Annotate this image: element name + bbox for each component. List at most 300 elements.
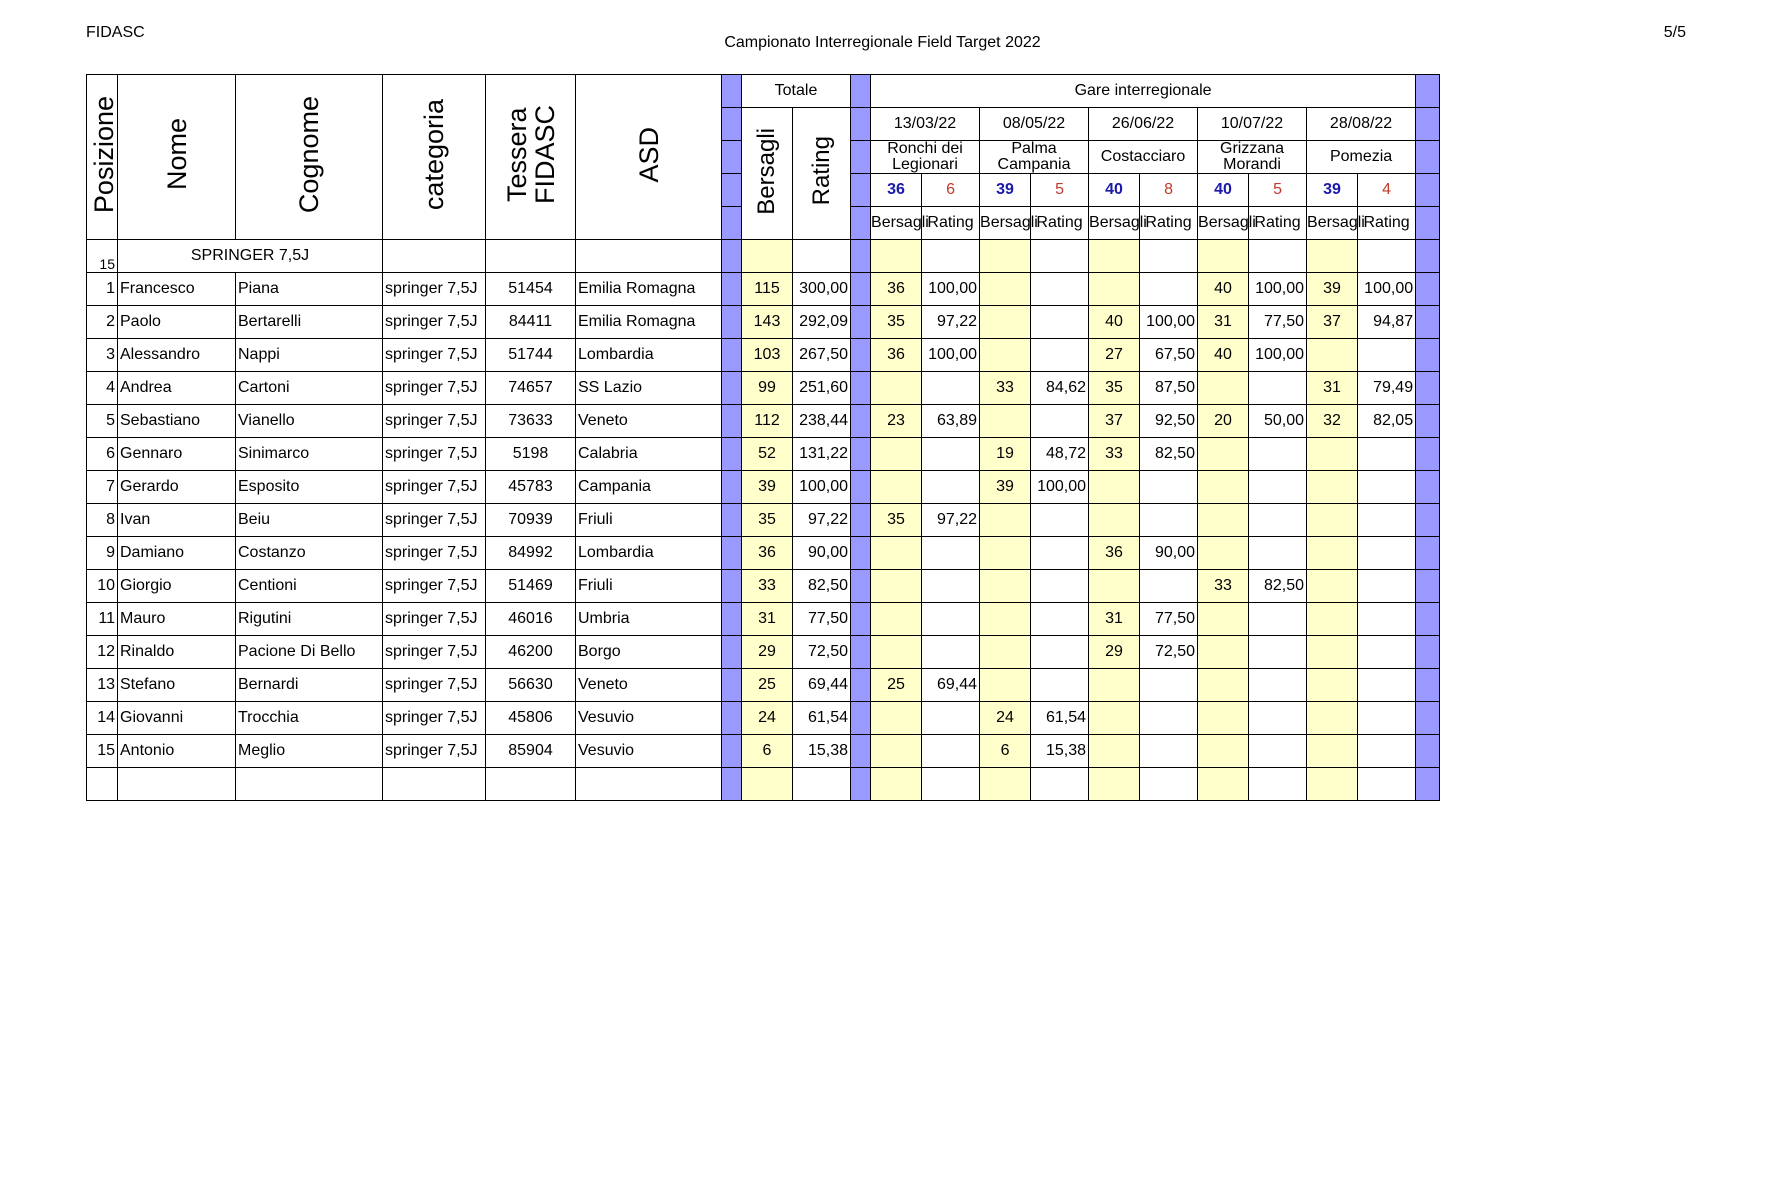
race-targets-cell — [1307, 570, 1358, 603]
category-cell: springer 7,5J — [383, 669, 486, 702]
race-rating-cell — [1249, 438, 1307, 471]
race-rating-cell: 61,54 — [1031, 702, 1089, 735]
separator-cell — [722, 537, 742, 570]
race-targets-cell — [871, 438, 922, 471]
race-targets-cell: 35 — [871, 306, 922, 339]
empty-cell — [1307, 240, 1358, 273]
race-targets-cell: 37 — [1089, 405, 1140, 438]
last-name-cell: Trocchia — [236, 702, 383, 735]
sub-bersagli-label: Bersagli — [1307, 207, 1358, 240]
category-cell: springer 7,5J — [383, 438, 486, 471]
category-cell: springer 7,5J — [383, 570, 486, 603]
empty-cell — [486, 768, 576, 801]
separator-cell — [1416, 669, 1440, 702]
separator-cell — [722, 207, 742, 240]
card-number-cell: 74657 — [486, 372, 576, 405]
card-number-cell: 51469 — [486, 570, 576, 603]
race-rating-cell: 100,00 — [922, 339, 980, 372]
total-rating-cell: 61,54 — [793, 702, 851, 735]
total-targets-cell: 52 — [742, 438, 793, 471]
separator-cell — [851, 768, 871, 801]
total-rating-cell: 238,44 — [793, 405, 851, 438]
race-targets-cell — [1307, 636, 1358, 669]
race-targets-cell: 32 — [1307, 405, 1358, 438]
race-rating-cell — [922, 537, 980, 570]
race-targets-cell — [1198, 603, 1249, 636]
race-rating-cell: 15,38 — [1031, 735, 1089, 768]
race-targets-cell: 35 — [871, 504, 922, 537]
last-name-cell: Bertarelli — [236, 306, 383, 339]
race-targets: 39 — [1307, 174, 1358, 207]
race-rating-cell — [1249, 669, 1307, 702]
separator-cell — [722, 768, 742, 801]
race-rating-cell: 90,00 — [1140, 537, 1198, 570]
table-row — [87, 636, 1440, 669]
separator-cell — [722, 504, 742, 537]
race-targets-cell — [1307, 339, 1358, 372]
race-targets-cell: 36 — [1089, 537, 1140, 570]
race-targets-cell: 31 — [1089, 603, 1140, 636]
table-row — [87, 372, 1440, 405]
card-number-cell: 84411 — [486, 306, 576, 339]
race-targets: 40 — [1198, 174, 1249, 207]
race-place: Grizzana Morandi — [1198, 141, 1307, 174]
race-targets-cell — [871, 537, 922, 570]
position-cell: 13 — [87, 669, 118, 702]
separator-cell — [1416, 108, 1440, 141]
position-cell: 14 — [87, 702, 118, 735]
race-rating-cell — [1031, 273, 1089, 306]
race-rating-cell — [922, 603, 980, 636]
separator-cell — [722, 174, 742, 207]
race-date: 26/06/22 — [1089, 108, 1198, 141]
empty-cell — [1089, 240, 1140, 273]
separator-cell — [851, 537, 871, 570]
last-name-cell: Esposito — [236, 471, 383, 504]
separator-cell — [1416, 702, 1440, 735]
empty-cell — [383, 768, 486, 801]
separator-cell — [851, 405, 871, 438]
race-targets-cell: 37 — [1307, 306, 1358, 339]
separator-cell — [1416, 306, 1440, 339]
race-shooters: 4 — [1358, 174, 1416, 207]
empty-cell — [980, 768, 1031, 801]
separator-cell — [722, 405, 742, 438]
table-row — [87, 405, 1440, 438]
total-rating-cell: 69,44 — [793, 669, 851, 702]
table-row — [87, 768, 1440, 801]
separator-cell — [1416, 471, 1440, 504]
table-row — [87, 570, 1440, 603]
race-shooters: 5 — [1031, 174, 1089, 207]
separator-cell — [851, 471, 871, 504]
table-row — [87, 438, 1440, 471]
race-targets-cell: 40 — [1089, 306, 1140, 339]
race-rating-cell — [1249, 636, 1307, 669]
empty-cell — [1358, 768, 1416, 801]
race-targets-cell: 40 — [1198, 339, 1249, 372]
race-rating-cell — [922, 438, 980, 471]
sub-bersagli-label: Bersagli — [871, 207, 922, 240]
category-cell: springer 7,5J — [383, 636, 486, 669]
separator-cell — [1416, 438, 1440, 471]
separator-cell — [1416, 174, 1440, 207]
separator-cell — [851, 207, 871, 240]
empty-cell — [871, 240, 922, 273]
race-date: 13/03/22 — [871, 108, 980, 141]
sub-rating-label: Rating — [1031, 207, 1089, 240]
separator-cell — [1416, 75, 1440, 108]
race-targets-cell — [871, 471, 922, 504]
separator-cell — [722, 702, 742, 735]
separator-cell — [722, 372, 742, 405]
race-targets-cell — [1089, 735, 1140, 768]
race-rating-cell: 100,00 — [1031, 471, 1089, 504]
separator-cell — [851, 141, 871, 174]
category-cell: springer 7,5J — [383, 339, 486, 372]
race-rating-cell: 79,49 — [1358, 372, 1416, 405]
club-cell: Lombardia — [576, 339, 722, 372]
table-row — [87, 471, 1440, 504]
race-rating-cell — [1358, 570, 1416, 603]
first-name-cell: Damiano — [118, 537, 236, 570]
race-targets-cell — [1089, 471, 1140, 504]
separator-cell — [722, 570, 742, 603]
empty-cell — [980, 240, 1031, 273]
sub-rating-label: Rating — [1358, 207, 1416, 240]
race-targets-cell — [871, 372, 922, 405]
separator-cell — [722, 240, 742, 273]
sub-rating-label: Rating — [1249, 207, 1307, 240]
race-targets-cell: 20 — [1198, 405, 1249, 438]
separator-cell — [851, 372, 871, 405]
table-row — [87, 669, 1440, 702]
race-date: 28/08/22 — [1307, 108, 1416, 141]
first-name-cell: Stefano — [118, 669, 236, 702]
first-name-cell: Antonio — [118, 735, 236, 768]
header-tessera: Tessera FIDASC — [486, 75, 576, 240]
empty-cell — [1198, 240, 1249, 273]
total-targets-cell: 115 — [742, 273, 793, 306]
last-name-cell: Bernardi — [236, 669, 383, 702]
position-cell: 7 — [87, 471, 118, 504]
race-targets-cell: 25 — [871, 669, 922, 702]
race-date: 08/05/22 — [980, 108, 1089, 141]
empty-cell — [87, 768, 118, 801]
race-targets-cell: 31 — [1198, 306, 1249, 339]
race-shooters: 6 — [922, 174, 980, 207]
total-targets-cell: 29 — [742, 636, 793, 669]
race-targets-cell: 36 — [871, 339, 922, 372]
race-targets-cell: 29 — [1089, 636, 1140, 669]
empty-cell — [742, 768, 793, 801]
empty-cell — [1307, 768, 1358, 801]
club-cell: SS Lazio — [576, 372, 722, 405]
separator-cell — [1416, 405, 1440, 438]
first-name-cell: Mauro — [118, 603, 236, 636]
category-cell: springer 7,5J — [383, 537, 486, 570]
separator-cell — [851, 504, 871, 537]
race-rating-cell — [1140, 735, 1198, 768]
empty-cell — [576, 240, 722, 273]
race-rating-cell — [922, 372, 980, 405]
separator-cell — [851, 273, 871, 306]
race-rating-cell: 77,50 — [1140, 603, 1198, 636]
club-cell: Borgo — [576, 636, 722, 669]
race-rating-cell — [1358, 702, 1416, 735]
first-name-cell: Giorgio — [118, 570, 236, 603]
empty-cell — [742, 240, 793, 273]
separator-cell — [1416, 141, 1440, 174]
table-row — [87, 504, 1440, 537]
race-rating-cell — [1031, 603, 1089, 636]
club-cell: Umbria — [576, 603, 722, 636]
empty-cell — [793, 768, 851, 801]
table-row — [87, 735, 1440, 768]
separator-cell — [851, 735, 871, 768]
race-rating-cell: 82,50 — [1249, 570, 1307, 603]
header-cognome: Cognome — [236, 75, 383, 240]
separator-cell — [851, 603, 871, 636]
race-targets-cell — [1198, 669, 1249, 702]
race-rating-cell — [922, 570, 980, 603]
separator-cell — [851, 339, 871, 372]
category-count: 15 — [87, 240, 118, 273]
race-targets-cell — [871, 636, 922, 669]
first-name-cell: Paolo — [118, 306, 236, 339]
position-cell: 10 — [87, 570, 118, 603]
category-cell: springer 7,5J — [383, 372, 486, 405]
race-rating-cell: 100,00 — [1249, 339, 1307, 372]
separator-cell — [851, 636, 871, 669]
sub-rating-label: Rating — [1140, 207, 1198, 240]
separator-cell — [851, 702, 871, 735]
race-targets-cell — [1307, 702, 1358, 735]
separator-cell — [722, 339, 742, 372]
separator-cell — [851, 75, 871, 108]
race-rating-cell: 48,72 — [1031, 438, 1089, 471]
separator-cell — [1416, 603, 1440, 636]
club-cell: Veneto — [576, 405, 722, 438]
sub-bersagli-label: Bersagli — [1089, 207, 1140, 240]
race-targets: 36 — [871, 174, 922, 207]
separator-cell — [851, 306, 871, 339]
race-targets-cell — [1089, 570, 1140, 603]
race-targets-cell — [1198, 735, 1249, 768]
table-row — [87, 273, 1440, 306]
header-asd: ASD — [576, 75, 722, 240]
header-totale: Totale — [742, 75, 851, 108]
race-targets-cell — [1198, 636, 1249, 669]
empty-cell — [1140, 240, 1198, 273]
race-targets-cell — [980, 603, 1031, 636]
race-rating-cell: 100,00 — [1249, 273, 1307, 306]
race-targets-cell — [1198, 372, 1249, 405]
separator-cell — [851, 240, 871, 273]
empty-cell — [383, 240, 486, 273]
race-targets-cell — [1198, 504, 1249, 537]
race-rating-cell: 97,22 — [922, 306, 980, 339]
race-targets-cell: 35 — [1089, 372, 1140, 405]
total-rating-cell: 72,50 — [793, 636, 851, 669]
separator-cell — [1416, 372, 1440, 405]
last-name-cell: Meglio — [236, 735, 383, 768]
race-targets-cell — [980, 669, 1031, 702]
race-date: 10/07/22 — [1198, 108, 1307, 141]
race-rating-cell — [1031, 570, 1089, 603]
race-rating-cell — [1031, 669, 1089, 702]
race-rating-cell: 100,00 — [922, 273, 980, 306]
race-targets-cell: 27 — [1089, 339, 1140, 372]
club-cell: Vesuvio — [576, 702, 722, 735]
race-targets-cell: 23 — [871, 405, 922, 438]
org-label: FIDASC — [86, 24, 145, 41]
total-rating-cell: 100,00 — [793, 471, 851, 504]
position-cell: 6 — [87, 438, 118, 471]
race-rating-cell: 100,00 — [1140, 306, 1198, 339]
race-targets-cell — [1307, 537, 1358, 570]
table-row — [87, 306, 1440, 339]
total-rating-cell: 77,50 — [793, 603, 851, 636]
race-targets: 40 — [1089, 174, 1140, 207]
race-rating-cell: 87,50 — [1140, 372, 1198, 405]
race-rating-cell — [1358, 603, 1416, 636]
race-targets-cell — [980, 405, 1031, 438]
separator-cell — [722, 273, 742, 306]
race-targets-cell: 31 — [1307, 372, 1358, 405]
race-targets-cell — [1307, 504, 1358, 537]
header-bersagli: Bersagli — [742, 108, 793, 240]
race-rating-cell — [1140, 570, 1198, 603]
race-targets-cell — [871, 570, 922, 603]
race-targets-cell — [980, 570, 1031, 603]
last-name-cell: Cartoni — [236, 372, 383, 405]
first-name-cell: Francesco — [118, 273, 236, 306]
race-rating-cell — [1140, 471, 1198, 504]
total-rating-cell: 82,50 — [793, 570, 851, 603]
club-cell: Lombardia — [576, 537, 722, 570]
separator-cell — [722, 636, 742, 669]
sub-rating-label: Rating — [922, 207, 980, 240]
race-targets-cell — [871, 735, 922, 768]
separator-cell — [722, 75, 742, 108]
total-rating-cell: 15,38 — [793, 735, 851, 768]
race-targets-cell: 39 — [980, 471, 1031, 504]
race-rating-cell — [1031, 339, 1089, 372]
separator-cell — [1416, 768, 1440, 801]
position-cell: 3 — [87, 339, 118, 372]
race-targets-cell — [1089, 504, 1140, 537]
position-cell: 4 — [87, 372, 118, 405]
empty-cell — [871, 768, 922, 801]
race-rating-cell — [1140, 273, 1198, 306]
total-targets-cell: 39 — [742, 471, 793, 504]
position-cell: 8 — [87, 504, 118, 537]
empty-cell — [1358, 240, 1416, 273]
first-name-cell: Ivan — [118, 504, 236, 537]
empty-cell — [1089, 768, 1140, 801]
race-targets-cell — [980, 339, 1031, 372]
race-rating-cell — [1358, 636, 1416, 669]
race-rating-cell: 63,89 — [922, 405, 980, 438]
club-cell: Vesuvio — [576, 735, 722, 768]
race-targets-cell — [980, 636, 1031, 669]
separator-cell — [851, 570, 871, 603]
card-number-cell: 45806 — [486, 702, 576, 735]
race-targets-cell — [980, 537, 1031, 570]
race-rating-cell: 97,22 — [922, 504, 980, 537]
category-title: SPRINGER 7,5J — [118, 240, 383, 273]
category-cell: springer 7,5J — [383, 603, 486, 636]
race-targets-cell: 33 — [1198, 570, 1249, 603]
sub-bersagli-label: Bersagli — [1198, 207, 1249, 240]
separator-cell — [1416, 207, 1440, 240]
race-rating-cell — [1249, 504, 1307, 537]
empty-cell — [486, 240, 576, 273]
first-name-cell: Gerardo — [118, 471, 236, 504]
race-rating-cell — [1358, 438, 1416, 471]
empty-cell — [118, 768, 236, 801]
empty-cell — [1031, 240, 1089, 273]
race-targets-cell: 19 — [980, 438, 1031, 471]
race-place: Ronchi dei Legionari — [871, 141, 980, 174]
race-rating-cell — [1140, 702, 1198, 735]
race-targets-cell: 33 — [980, 372, 1031, 405]
card-number-cell: 46016 — [486, 603, 576, 636]
last-name-cell: Rigutini — [236, 603, 383, 636]
race-targets-cell — [1307, 669, 1358, 702]
table-row — [87, 603, 1440, 636]
card-number-cell: 70939 — [486, 504, 576, 537]
club-cell: Friuli — [576, 504, 722, 537]
total-targets-cell: 31 — [742, 603, 793, 636]
separator-cell — [722, 108, 742, 141]
separator-cell — [851, 174, 871, 207]
empty-cell — [793, 240, 851, 273]
empty-cell — [576, 768, 722, 801]
empty-cell — [922, 768, 980, 801]
total-targets-cell: 35 — [742, 504, 793, 537]
race-rating-cell — [922, 636, 980, 669]
card-number-cell: 73633 — [486, 405, 576, 438]
header-rating: Rating — [793, 108, 851, 240]
separator-cell — [851, 438, 871, 471]
separator-cell — [722, 141, 742, 174]
total-rating-cell: 300,00 — [793, 273, 851, 306]
race-targets-cell: 24 — [980, 702, 1031, 735]
total-targets-cell: 36 — [742, 537, 793, 570]
race-targets-cell: 40 — [1198, 273, 1249, 306]
separator-cell — [1416, 273, 1440, 306]
separator-cell — [1416, 537, 1440, 570]
race-rating-cell — [922, 735, 980, 768]
separator-cell — [722, 471, 742, 504]
separator-cell — [851, 108, 871, 141]
race-shooters: 8 — [1140, 174, 1198, 207]
category-cell: springer 7,5J — [383, 405, 486, 438]
race-targets-cell — [1089, 702, 1140, 735]
total-targets-cell: 33 — [742, 570, 793, 603]
card-number-cell: 84992 — [486, 537, 576, 570]
race-rating-cell — [1249, 537, 1307, 570]
race-place: Costacciaro — [1089, 141, 1198, 174]
race-rating-cell: 69,44 — [922, 669, 980, 702]
race-place: Palma Campania — [980, 141, 1089, 174]
race-targets-cell — [871, 603, 922, 636]
last-name-cell: Costanzo — [236, 537, 383, 570]
race-targets-cell — [1198, 702, 1249, 735]
total-targets-cell: 99 — [742, 372, 793, 405]
